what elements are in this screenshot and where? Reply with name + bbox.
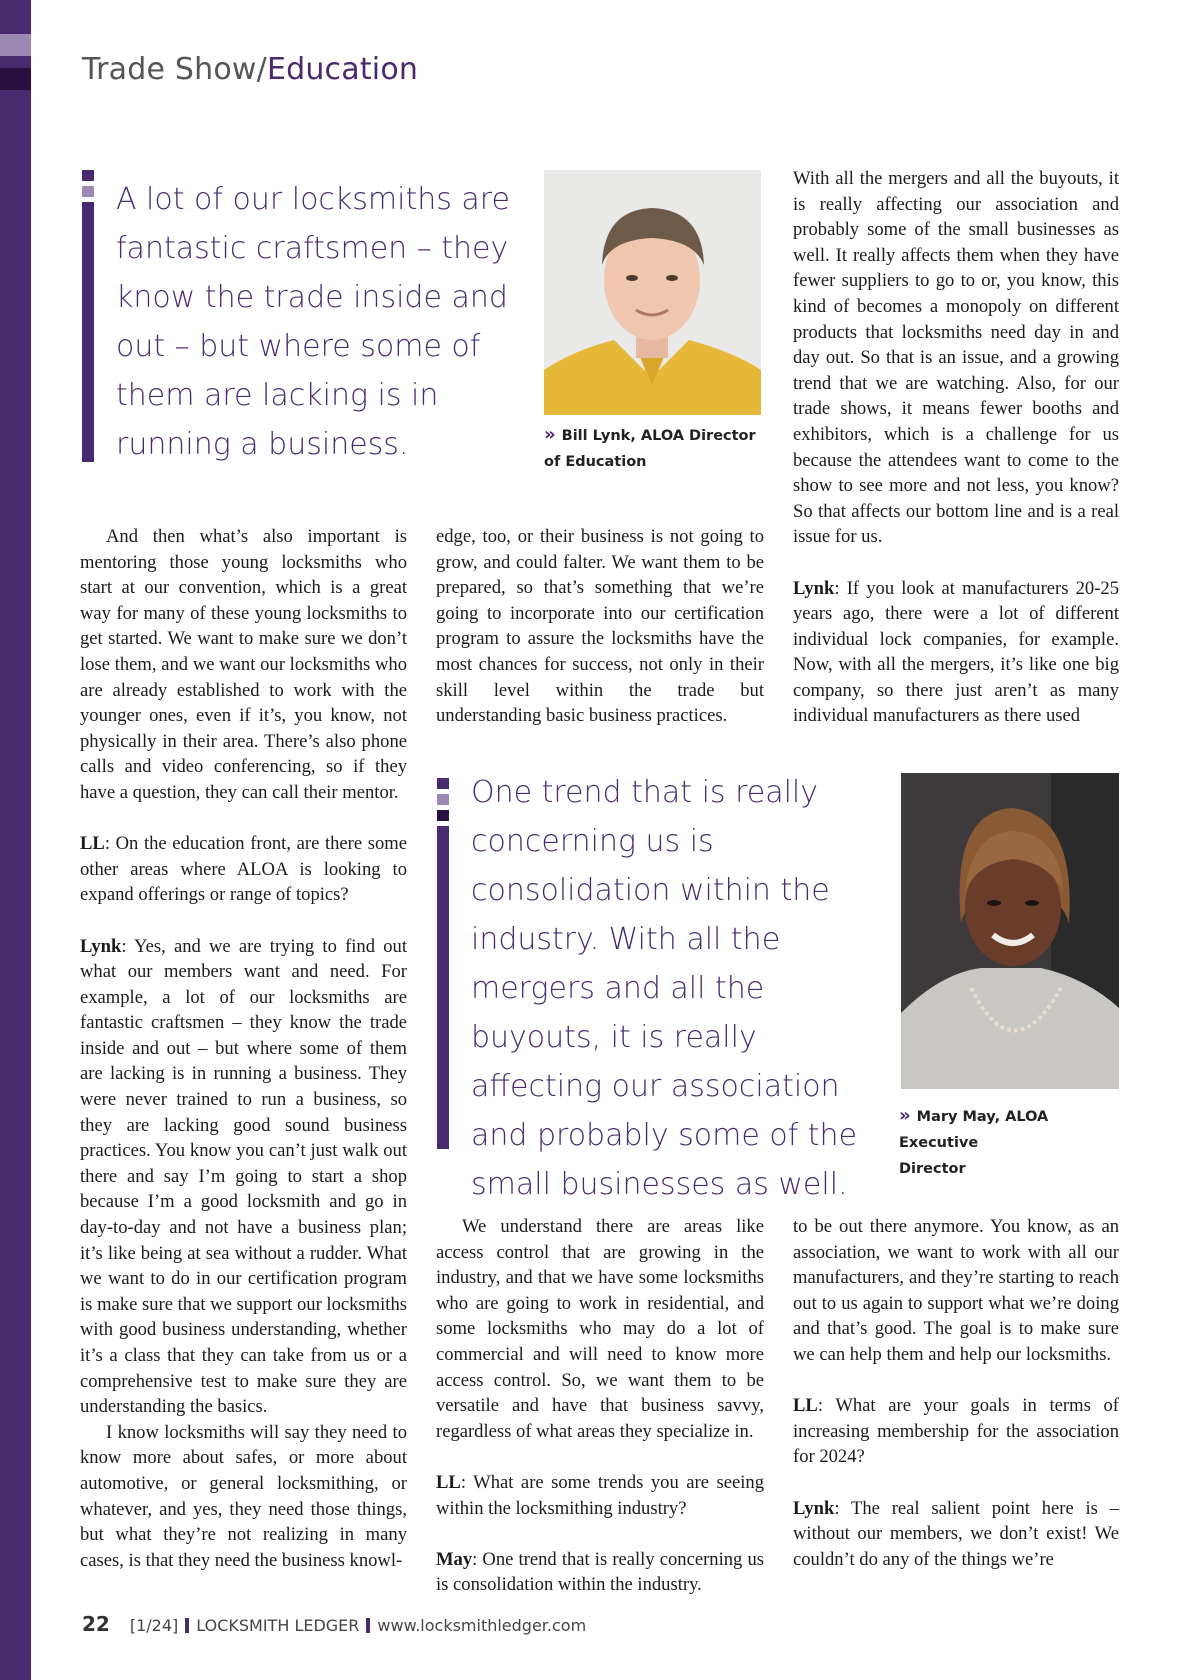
paragraph (436, 1547, 764, 1598)
paragraph-text: : On the education front, are there some other areas where ALOA is looking to expand offerings or range of topics? (80, 833, 407, 906)
page-footer (82, 1612, 586, 1636)
paragraph: to be out there anymore. You know, as an association, we want to work with all our manufacturers, and they’re starting to reach out to us again to support what we’re doing and that’s good. The goal is to make sure we can help them and help our locksmiths. (793, 1216, 1119, 1365)
column-3-bottom (793, 1214, 1119, 1572)
pull-quote-1-mark-1 (82, 170, 94, 181)
photo-1-caption-line2: of Education (544, 454, 647, 470)
pull-quote-1-bar (82, 202, 94, 462)
photo-1-caption-line1: Bill Lynk, ALOA Director (561, 428, 756, 444)
pull-quote-2-mark-2 (437, 794, 449, 805)
photo-2-caption-line2: Director (899, 1161, 966, 1177)
left-bar-square-dark (0, 0, 31, 22)
photo-1-caption (544, 422, 774, 475)
paragraph (793, 576, 1119, 730)
speaker-label: Lynk (80, 935, 122, 957)
footer-separator (366, 1618, 370, 1633)
speaker-label: Lynk (793, 1497, 835, 1519)
chevron-right-icon: » (544, 424, 556, 445)
publication-name: LOCKSMITH LEDGER (196, 1616, 360, 1635)
paragraph-text: : What are some trends you are seeing within the locksmithing industry? (436, 1471, 764, 1519)
pull-quote-2: One trend that is really concerning us is consolidation within the industry. With all the mergers and all the buyouts, it is really affecting our association and probably some of the small businesses as well. (471, 775, 858, 1202)
paragraph (793, 1393, 1119, 1470)
paragraph-text: : What are your goals in terms of increasing membership for the association for 2024? (793, 1395, 1119, 1468)
paragraph-text: : The real salient point here is – without our members, we don’t exist! We couldn’t do any of the things we’re (793, 1497, 1119, 1570)
photo-mary-may (901, 773, 1119, 1089)
paragraph (80, 934, 407, 1420)
photo-2-caption-line1: Mary May, ALOA Executive (899, 1109, 1049, 1151)
paragraph (793, 1496, 1119, 1573)
column-1 (80, 524, 407, 1573)
paragraph (436, 1470, 764, 1521)
speaker-label: LL (793, 1395, 818, 1417)
left-accent-bar (0, 0, 31, 1680)
portrait-man-image (544, 170, 761, 415)
column-2-bottom (436, 1214, 764, 1598)
section-heading (82, 52, 418, 87)
footer-separator (185, 1618, 189, 1633)
pull-quote-2-mark-1 (437, 778, 449, 789)
page-number: 22 (82, 1612, 110, 1636)
paragraph: And then what’s also important is mentoring those young locksmiths who start at our convention, which is a great way for many of these young locksmiths to get started. We want to make sure we don’t lose them, and we want our locksmiths who are already established to work with the younger ones, even if it’s, you know, not physically in their area. There’s also phone calls and video conferencing, so if they have a question, they can call their mentor. (80, 526, 407, 803)
paragraph: edge, too, or their business is not going to grow, and could falter. We want them to be prepared, so that’s something that we’re going to incorporate into our certification program to assure the locksmiths have the most chances for success, not only in their skill level within the trade but understanding basic business practices. (436, 526, 764, 727)
speaker-label: LL (436, 1471, 461, 1493)
speaker-label: May (436, 1548, 473, 1570)
left-bar-square-light (0, 34, 31, 56)
pull-quote-1: A lot of our locksmiths are fantastic craftsmen – they know the trade inside and out – but where some of them are lacking is in running a business. (116, 182, 510, 462)
chevron-right-icon: » (899, 1105, 911, 1126)
paragraph-text: : If you look at manufacturers 20-25 years ago, there were a lot of different individual lock companies, for example. Now, with all the mergers, it’s like one big company, so there just aren’t as many individual manufacturers as there used (793, 577, 1119, 727)
portrait-woman-image (901, 773, 1119, 1089)
pull-quote-2-bar (437, 826, 449, 1149)
section-heading-part2: Education (266, 52, 419, 87)
column-2-top (436, 524, 764, 729)
section-heading-part1: Trade Show/ (82, 52, 267, 87)
paragraph: With all the mergers and all the buyouts, it is really affecting our association and probably some of the small businesses as well. It really affects them when they have fewer suppliers to go to or, you know, this kind of becomes a monopoly on different products that locksmiths need day in and day out. So that is an issue, and a growing trend that we are watching. Also, for our trade shows, it means fewer booths and exhibitors, which is a challenge for us because the attendees want to come to the show to see more and not less, you know? So that affects our bottom line and is a real issue for us. (793, 168, 1119, 548)
paragraph-text: : Yes, and we are trying to find out what our members want and need. For example, a lot of our locksmiths are fantastic craftsmen – they know the trade inside and out – but where some of them are lacking is in running a business. They were never trained to run a business, so they are lacking good sound business practices. You know you can’t just walk out there and say I’m going to start a shop because I’m a good locksmith and go in day-to-day and not have a business plan; it’s like being at sea without a rudder. What we want to do in our certification program is make sure that we support our locksmiths with good business understanding, whether it’s a class that they can take from us or a comprehensive test to make sure they are understanding the basics. (80, 935, 407, 1418)
paragraph: I know locksmiths will say they need to know more about safes, or more about automotive, or general locksmithing, or whatever, and yes, they need those things, but what they’re not realizing in many cases, is that they need the business knowl- (80, 1421, 407, 1571)
paragraph-text: : One trend that is really concerning us is consolidation within the industry. (436, 1548, 764, 1596)
speaker-label: LL (80, 833, 105, 855)
pull-quote-2-mark-3 (437, 810, 449, 821)
issue-date: [1/24] (129, 1616, 179, 1635)
speaker-label: Lynk (793, 577, 835, 599)
paragraph (80, 831, 407, 908)
pull-quote-1-mark-2 (82, 186, 94, 197)
column-3-top (793, 166, 1119, 729)
paragraph: We understand there are areas like access control that are growing in the industry, and that we have some locksmiths who are going to work in residential, and some locksmiths who may do a lot of commercial and will need to know more access control. So, we want them to be versatile and have that business savvy, regardless of what areas they specialize in. (436, 1216, 764, 1442)
website-link[interactable]: www.locksmithledger.com (377, 1616, 587, 1635)
photo-2-caption (899, 1103, 1129, 1182)
photo-bill-lynk (544, 170, 761, 415)
left-bar-square-darkest (0, 68, 31, 90)
